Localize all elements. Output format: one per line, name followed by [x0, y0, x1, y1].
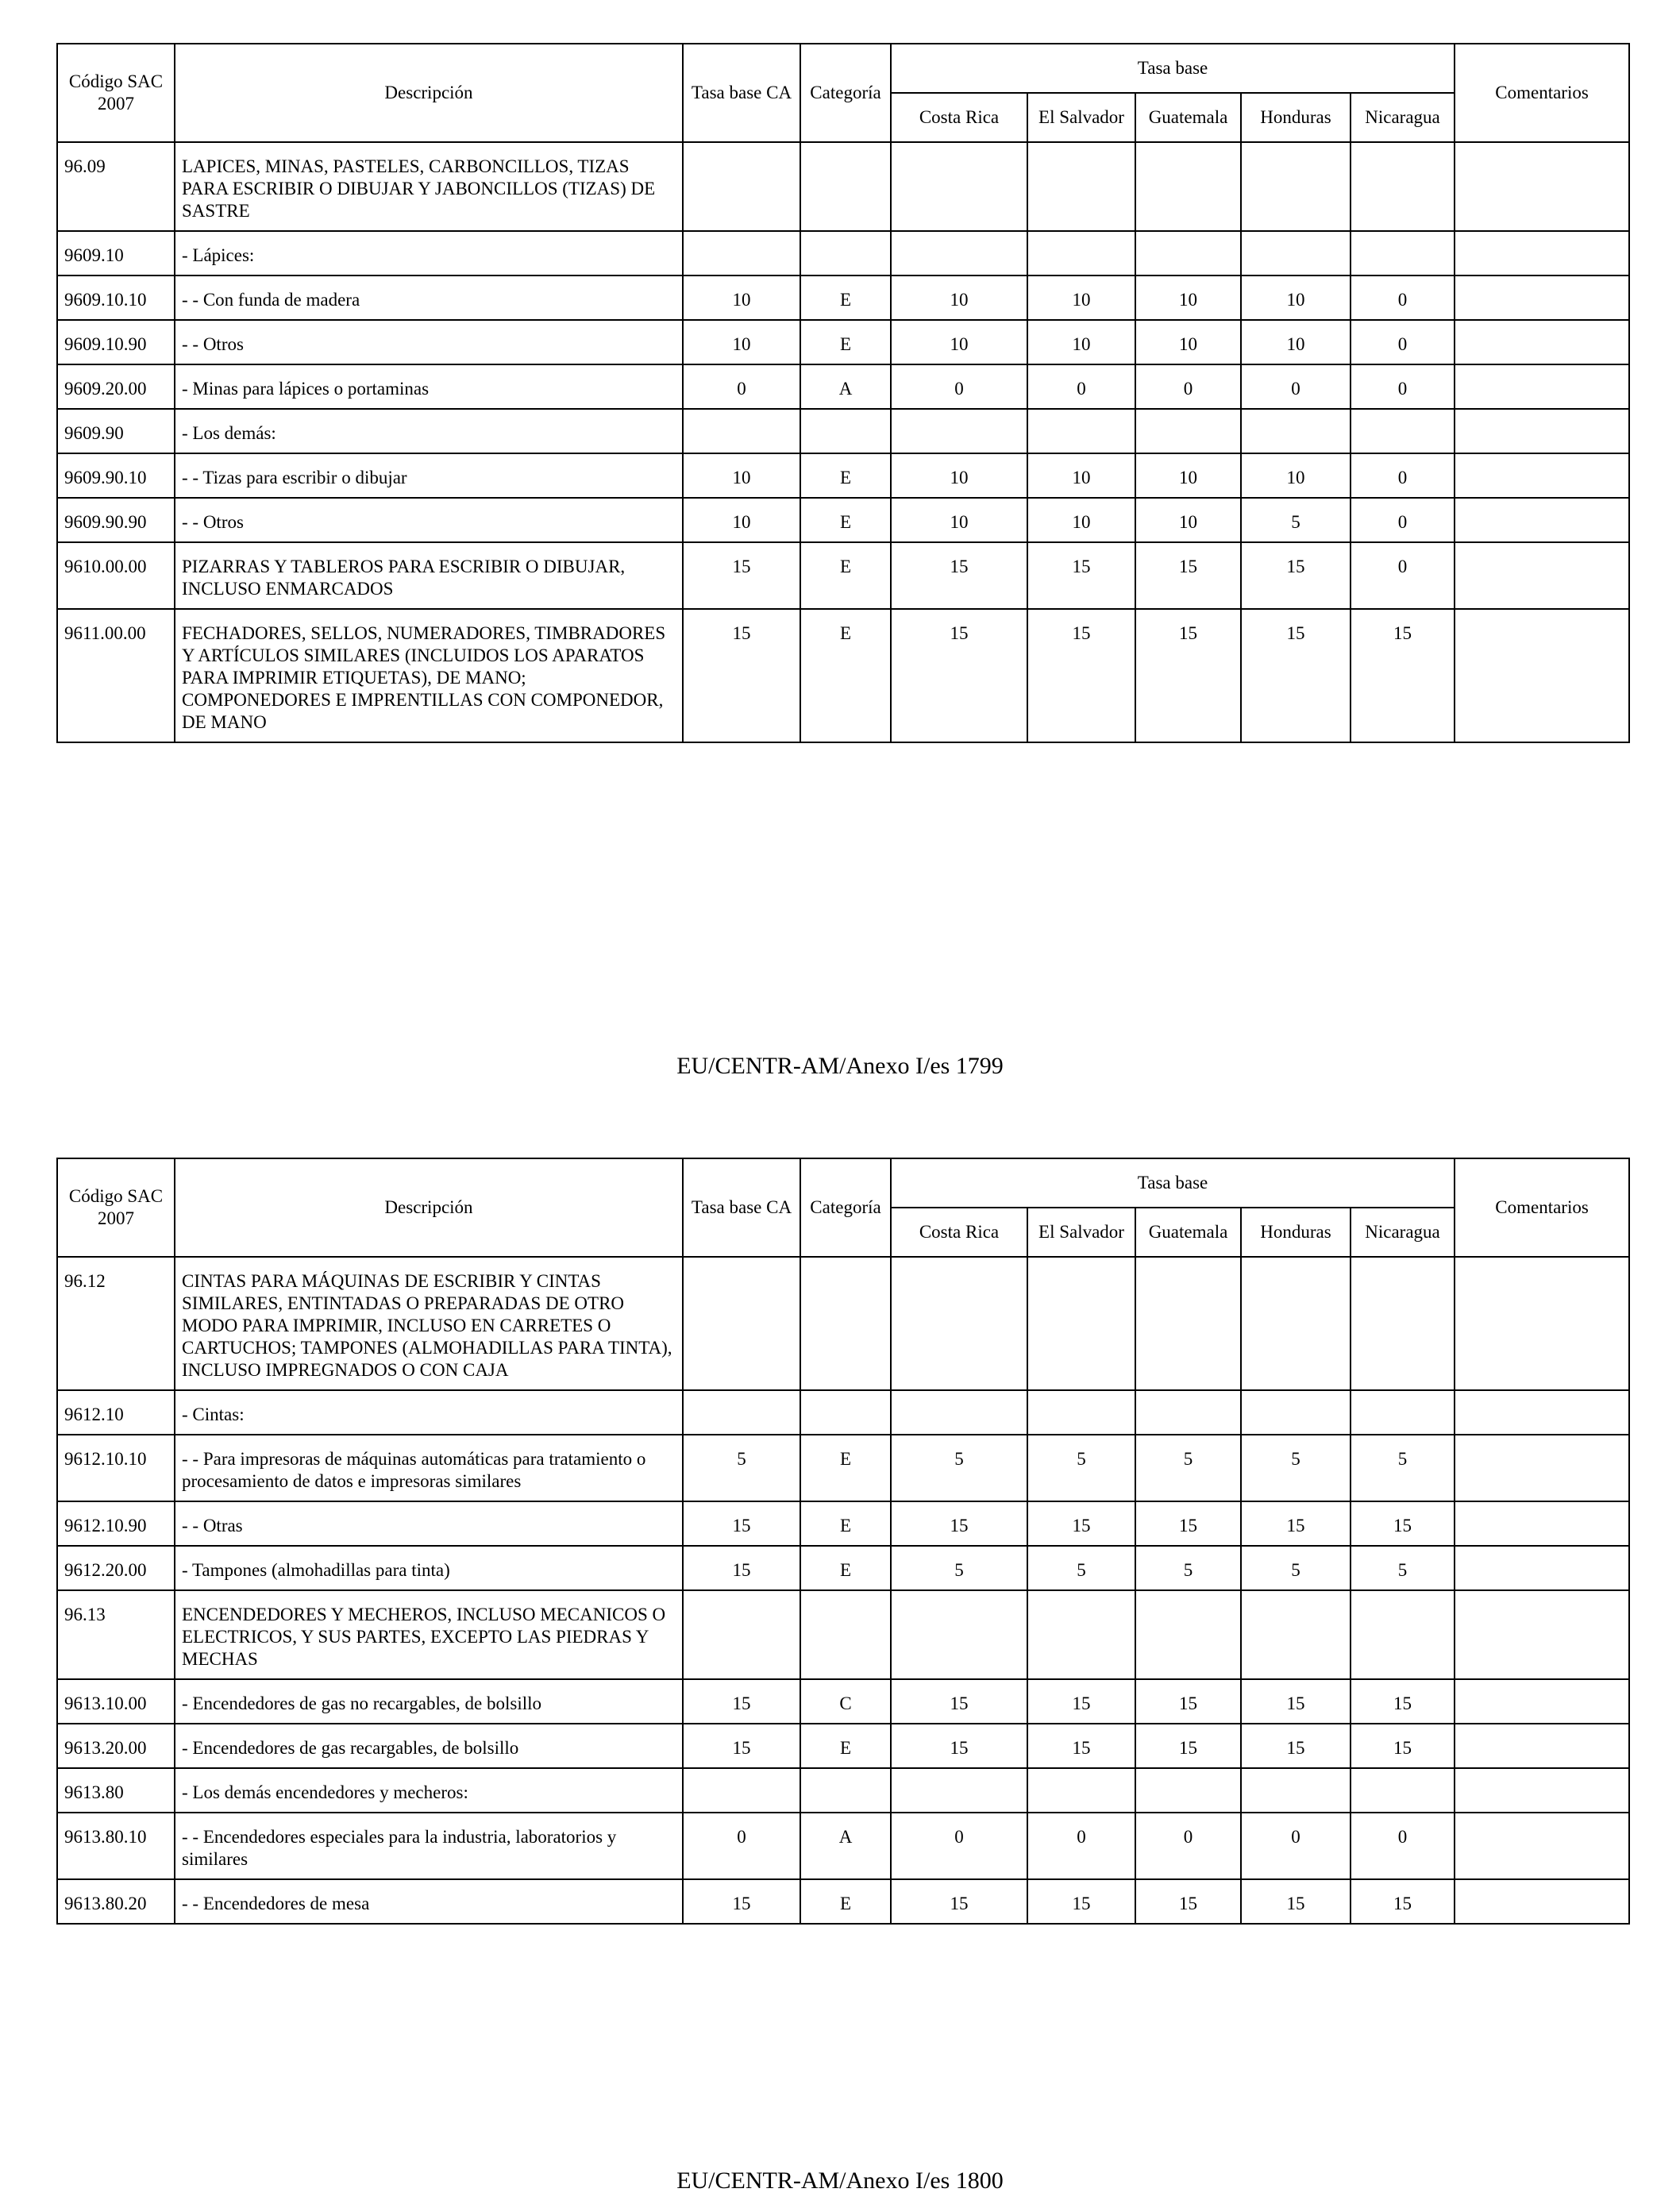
cell-description: CINTAS PARA MÁQUINAS DE ESCRIBIR Y CINTAS SIMILARES, ENTINTADAS O PREPARADAS DE OTRO MODO PARA IMPRIMIR, INCLUSO EN CARRETES O CARTUCHOS; TAMPONES (ALMOHADILLAS PARA TINTA), INCLUSO IMPREGNADOS O CON CAJA — [175, 1257, 683, 1390]
header-comentarios: Comentarios — [1455, 1158, 1629, 1257]
cell-el-salvador: 0 — [1027, 364, 1135, 409]
cell-costa-rica: 10 — [891, 276, 1027, 320]
cell-nicaragua: 5 — [1351, 1546, 1455, 1590]
cell-costa-rica: 10 — [891, 320, 1027, 364]
cell-comentarios — [1455, 1813, 1629, 1879]
cell-description: - Encendedores de gas no recargables, de bolsillo — [175, 1679, 683, 1724]
cell-tasa-base-ca: 10 — [683, 320, 800, 364]
cell-code: 96.09 — [57, 142, 175, 231]
cell-description: - Cintas: — [175, 1390, 683, 1435]
header-tasa-base-ca: Tasa base CA — [683, 1158, 800, 1257]
table-row — [57, 1879, 1629, 1924]
cell-categoria: E — [800, 542, 891, 609]
cell-categoria: E — [800, 1724, 891, 1768]
table-row — [57, 276, 1629, 320]
cell-el-salvador: 15 — [1027, 1501, 1135, 1546]
cell-el-salvador: 15 — [1027, 1879, 1135, 1924]
cell-costa-rica: 15 — [891, 542, 1027, 609]
cell-guatemala — [1135, 1590, 1241, 1679]
cell-honduras — [1241, 409, 1351, 453]
cell-categoria: A — [800, 1813, 891, 1879]
tariff-table — [56, 43, 1630, 743]
cell-categoria: C — [800, 1679, 891, 1724]
cell-description: - Los demás: — [175, 409, 683, 453]
cell-comentarios — [1455, 364, 1629, 409]
cell-tasa-base-ca: 15 — [683, 1501, 800, 1546]
cell-guatemala: 15 — [1135, 1724, 1241, 1768]
cell-honduras — [1241, 1590, 1351, 1679]
cell-honduras: 15 — [1241, 1679, 1351, 1724]
cell-guatemala: 15 — [1135, 542, 1241, 609]
cell-nicaragua: 15 — [1351, 1724, 1455, 1768]
header-tasa-base-ca: Tasa base CA — [683, 44, 800, 142]
cell-tasa-base-ca: 10 — [683, 498, 800, 542]
cell-code: 9609.10.10 — [57, 276, 175, 320]
cell-guatemala: 15 — [1135, 1501, 1241, 1546]
cell-costa-rica: 5 — [891, 1435, 1027, 1501]
cell-description: - Los demás encendedores y mecheros: — [175, 1768, 683, 1813]
cell-el-salvador: 10 — [1027, 276, 1135, 320]
table-row — [57, 453, 1629, 498]
header-tasa-base: Tasa base — [891, 1158, 1455, 1208]
cell-guatemala — [1135, 1390, 1241, 1435]
cell-honduras — [1241, 142, 1351, 231]
cell-comentarios — [1455, 1257, 1629, 1390]
header-costa-rica: Costa Rica — [891, 1208, 1027, 1257]
header-categoria: Categoría — [800, 44, 891, 142]
cell-description: - - Otros — [175, 498, 683, 542]
cell-code: 9612.20.00 — [57, 1546, 175, 1590]
tariff-table — [56, 1158, 1630, 1925]
cell-guatemala: 15 — [1135, 1879, 1241, 1924]
table-row — [57, 1501, 1629, 1546]
cell-honduras: 15 — [1241, 542, 1351, 609]
cell-tasa-base-ca: 5 — [683, 1435, 800, 1501]
cell-el-salvador — [1027, 1590, 1135, 1679]
header-guatemala: Guatemala — [1135, 93, 1241, 142]
cell-categoria: E — [800, 320, 891, 364]
cell-costa-rica — [891, 1590, 1027, 1679]
cell-costa-rica: 15 — [891, 1501, 1027, 1546]
cell-comentarios — [1455, 453, 1629, 498]
header-guatemala: Guatemala — [1135, 1208, 1241, 1257]
cell-comentarios — [1455, 1879, 1629, 1924]
cell-costa-rica — [891, 1257, 1027, 1390]
table-row — [57, 1590, 1629, 1679]
cell-el-salvador — [1027, 142, 1135, 231]
cell-code: 9609.10.90 — [57, 320, 175, 364]
cell-el-salvador — [1027, 1257, 1135, 1390]
cell-honduras: 0 — [1241, 364, 1351, 409]
cell-comentarios — [1455, 498, 1629, 542]
cell-tasa-base-ca: 15 — [683, 1724, 800, 1768]
cell-categoria: E — [800, 453, 891, 498]
table-row — [57, 1724, 1629, 1768]
cell-categoria: E — [800, 276, 891, 320]
cell-tasa-base-ca: 15 — [683, 542, 800, 609]
cell-honduras: 15 — [1241, 609, 1351, 742]
cell-code: 9609.90.90 — [57, 498, 175, 542]
cell-nicaragua: 15 — [1351, 609, 1455, 742]
header-categoria: Categoría — [800, 1158, 891, 1257]
cell-comentarios — [1455, 1768, 1629, 1813]
cell-tasa-base-ca — [683, 409, 800, 453]
cell-el-salvador: 15 — [1027, 1724, 1135, 1768]
cell-guatemala: 10 — [1135, 498, 1241, 542]
cell-code: 9612.10 — [57, 1390, 175, 1435]
header-costa-rica: Costa Rica — [891, 93, 1027, 142]
cell-tasa-base-ca: 15 — [683, 1679, 800, 1724]
cell-guatemala: 5 — [1135, 1546, 1241, 1590]
cell-el-salvador — [1027, 1390, 1135, 1435]
cell-nicaragua: 0 — [1351, 453, 1455, 498]
cell-nicaragua: 0 — [1351, 364, 1455, 409]
cell-code: 9613.20.00 — [57, 1724, 175, 1768]
cell-tasa-base-ca: 15 — [683, 1546, 800, 1590]
cell-code: 9609.90 — [57, 409, 175, 453]
cell-tasa-base-ca — [683, 1390, 800, 1435]
cell-costa-rica — [891, 142, 1027, 231]
cell-code: 9610.00.00 — [57, 542, 175, 609]
cell-guatemala: 15 — [1135, 1679, 1241, 1724]
table-row — [57, 231, 1629, 276]
header-honduras: Honduras — [1241, 1208, 1351, 1257]
cell-comentarios — [1455, 542, 1629, 609]
cell-comentarios — [1455, 1546, 1629, 1590]
cell-code: 9609.20.00 — [57, 364, 175, 409]
cell-honduras — [1241, 231, 1351, 276]
cell-guatemala: 5 — [1135, 1435, 1241, 1501]
cell-comentarios — [1455, 142, 1629, 231]
cell-tasa-base-ca — [683, 231, 800, 276]
cell-costa-rica — [891, 1768, 1027, 1813]
header-tasa-base: Tasa base — [891, 44, 1455, 93]
table-row — [57, 364, 1629, 409]
cell-description: - Minas para lápices o portaminas — [175, 364, 683, 409]
cell-tasa-base-ca: 10 — [683, 453, 800, 498]
cell-categoria — [800, 1768, 891, 1813]
cell-categoria: E — [800, 609, 891, 742]
cell-comentarios — [1455, 1724, 1629, 1768]
cell-guatemala: 15 — [1135, 609, 1241, 742]
header-description: Descripción — [175, 44, 683, 142]
cell-description: LAPICES, MINAS, PASTELES, CARBONCILLOS, TIZAS PARA ESCRIBIR O DIBUJAR Y JABONCILLOS (TIZAS) DE SASTRE — [175, 142, 683, 231]
page-footer: EU/CENTR-AM/Anexo I/es 1799 — [676, 1053, 1004, 1079]
cell-comentarios — [1455, 1679, 1629, 1724]
cell-guatemala — [1135, 409, 1241, 453]
cell-code: 9612.10.10 — [57, 1435, 175, 1501]
cell-honduras: 15 — [1241, 1879, 1351, 1924]
cell-guatemala: 0 — [1135, 364, 1241, 409]
cell-costa-rica — [891, 409, 1027, 453]
cell-tasa-base-ca — [683, 1590, 800, 1679]
cell-honduras: 10 — [1241, 276, 1351, 320]
cell-description: - - Encendedores especiales para la industria, laboratorios y similares — [175, 1813, 683, 1879]
cell-nicaragua: 15 — [1351, 1501, 1455, 1546]
table-row — [57, 1768, 1629, 1813]
cell-el-salvador: 15 — [1027, 1679, 1135, 1724]
cell-nicaragua — [1351, 1590, 1455, 1679]
cell-categoria — [800, 142, 891, 231]
cell-nicaragua: 0 — [1351, 1813, 1455, 1879]
page-footer: EU/CENTR-AM/Anexo I/es 1800 — [676, 2167, 1004, 2194]
cell-el-salvador — [1027, 231, 1135, 276]
cell-tasa-base-ca: 0 — [683, 1813, 800, 1879]
cell-honduras: 15 — [1241, 1501, 1351, 1546]
cell-categoria: E — [800, 1879, 891, 1924]
cell-nicaragua — [1351, 1390, 1455, 1435]
header-code: Código SAC 2007 — [57, 1158, 175, 1257]
header-el-salvador: El Salvador — [1027, 1208, 1135, 1257]
cell-honduras — [1241, 1390, 1351, 1435]
cell-tasa-base-ca: 0 — [683, 364, 800, 409]
cell-costa-rica: 5 — [891, 1546, 1027, 1590]
cell-nicaragua: 0 — [1351, 498, 1455, 542]
table-row — [57, 1813, 1629, 1879]
cell-costa-rica — [891, 231, 1027, 276]
cell-honduras: 0 — [1241, 1813, 1351, 1879]
cell-comentarios — [1455, 320, 1629, 364]
cell-categoria: E — [800, 1546, 891, 1590]
cell-comentarios — [1455, 231, 1629, 276]
cell-honduras: 10 — [1241, 453, 1351, 498]
cell-description: PIZARRAS Y TABLEROS PARA ESCRIBIR O DIBUJAR, INCLUSO ENMARCADOS — [175, 542, 683, 609]
table-row — [57, 409, 1629, 453]
table-row — [57, 1390, 1629, 1435]
cell-el-salvador: 10 — [1027, 453, 1135, 498]
cell-categoria — [800, 409, 891, 453]
table-row — [57, 1435, 1629, 1501]
cell-code: 96.13 — [57, 1590, 175, 1679]
header-comentarios: Comentarios — [1455, 44, 1629, 142]
cell-costa-rica: 15 — [891, 1679, 1027, 1724]
cell-tasa-base-ca: 15 — [683, 609, 800, 742]
cell-guatemala: 10 — [1135, 276, 1241, 320]
cell-categoria — [800, 1390, 891, 1435]
cell-el-salvador: 5 — [1027, 1546, 1135, 1590]
table-row — [57, 142, 1629, 231]
cell-description: - - Otras — [175, 1501, 683, 1546]
cell-nicaragua: 15 — [1351, 1679, 1455, 1724]
cell-code: 9613.10.00 — [57, 1679, 175, 1724]
cell-honduras: 10 — [1241, 320, 1351, 364]
cell-costa-rica: 15 — [891, 609, 1027, 742]
cell-comentarios — [1455, 276, 1629, 320]
cell-el-salvador: 10 — [1027, 320, 1135, 364]
cell-code: 9613.80.10 — [57, 1813, 175, 1879]
cell-comentarios — [1455, 409, 1629, 453]
cell-costa-rica — [891, 1390, 1027, 1435]
header-nicaragua: Nicaragua — [1351, 1208, 1455, 1257]
cell-categoria — [800, 1257, 891, 1390]
cell-el-salvador — [1027, 409, 1135, 453]
cell-honduras — [1241, 1257, 1351, 1390]
cell-categoria — [800, 1590, 891, 1679]
table-row — [57, 609, 1629, 742]
cell-honduras: 5 — [1241, 1435, 1351, 1501]
cell-description: - - Encendedores de mesa — [175, 1879, 683, 1924]
table-body — [57, 142, 1629, 742]
cell-honduras: 15 — [1241, 1724, 1351, 1768]
cell-tasa-base-ca — [683, 142, 800, 231]
cell-el-salvador: 15 — [1027, 609, 1135, 742]
cell-nicaragua: 0 — [1351, 542, 1455, 609]
cell-el-salvador: 10 — [1027, 498, 1135, 542]
cell-guatemala — [1135, 231, 1241, 276]
cell-tasa-base-ca: 15 — [683, 1879, 800, 1924]
cell-el-salvador: 5 — [1027, 1435, 1135, 1501]
cell-guatemala: 10 — [1135, 320, 1241, 364]
cell-categoria: E — [800, 1501, 891, 1546]
header-nicaragua: Nicaragua — [1351, 93, 1455, 142]
cell-costa-rica: 15 — [891, 1724, 1027, 1768]
cell-tasa-base-ca — [683, 1257, 800, 1390]
cell-guatemala — [1135, 1768, 1241, 1813]
cell-code: 96.12 — [57, 1257, 175, 1390]
cell-code: 9609.10 — [57, 231, 175, 276]
cell-description: - - Tizas para escribir o dibujar — [175, 453, 683, 498]
header-description: Descripción — [175, 1158, 683, 1257]
cell-tasa-base-ca: 10 — [683, 276, 800, 320]
cell-comentarios — [1455, 1390, 1629, 1435]
table-row — [57, 320, 1629, 364]
table-body — [57, 1257, 1629, 1924]
cell-description: - Tampones (almohadillas para tinta) — [175, 1546, 683, 1590]
cell-nicaragua: 5 — [1351, 1435, 1455, 1501]
cell-categoria: E — [800, 498, 891, 542]
table-header — [57, 44, 1629, 142]
cell-description: - Lápices: — [175, 231, 683, 276]
cell-costa-rica: 10 — [891, 498, 1027, 542]
cell-nicaragua: 15 — [1351, 1879, 1455, 1924]
table-row — [57, 542, 1629, 609]
cell-costa-rica: 15 — [891, 1879, 1027, 1924]
cell-description: ENCENDEDORES Y MECHEROS, INCLUSO MECANICOS O ELECTRICOS, Y SUS PARTES, EXCEPTO LAS PIEDRAS Y MECHAS — [175, 1590, 683, 1679]
cell-tasa-base-ca — [683, 1768, 800, 1813]
cell-description: - Encendedores de gas recargables, de bolsillo — [175, 1724, 683, 1768]
table-row — [57, 1679, 1629, 1724]
cell-description: - - Para impresoras de máquinas automáticas para tratamiento o procesamiento de datos e impresoras similares — [175, 1435, 683, 1501]
cell-honduras: 5 — [1241, 1546, 1351, 1590]
cell-nicaragua: 0 — [1351, 276, 1455, 320]
cell-honduras: 5 — [1241, 498, 1351, 542]
cell-nicaragua — [1351, 1257, 1455, 1390]
cell-categoria: A — [800, 364, 891, 409]
cell-el-salvador — [1027, 1768, 1135, 1813]
header-honduras: Honduras — [1241, 93, 1351, 142]
cell-categoria: E — [800, 1435, 891, 1501]
cell-costa-rica: 10 — [891, 453, 1027, 498]
cell-nicaragua — [1351, 1768, 1455, 1813]
cell-comentarios — [1455, 609, 1629, 742]
table-row — [57, 498, 1629, 542]
cell-guatemala — [1135, 1257, 1241, 1390]
cell-categoria — [800, 231, 891, 276]
cell-el-salvador: 15 — [1027, 542, 1135, 609]
header-code: Código SAC 2007 — [57, 44, 175, 142]
cell-nicaragua — [1351, 142, 1455, 231]
cell-code: 9613.80 — [57, 1768, 175, 1813]
cell-costa-rica: 0 — [891, 364, 1027, 409]
cell-guatemala — [1135, 142, 1241, 231]
cell-costa-rica: 0 — [891, 1813, 1027, 1879]
table-row — [57, 1546, 1629, 1590]
cell-code: 9612.10.90 — [57, 1501, 175, 1546]
cell-nicaragua — [1351, 409, 1455, 453]
cell-comentarios — [1455, 1501, 1629, 1546]
cell-el-salvador: 0 — [1027, 1813, 1135, 1879]
cell-code: 9609.90.10 — [57, 453, 175, 498]
cell-description: - - Con funda de madera — [175, 276, 683, 320]
cell-comentarios — [1455, 1590, 1629, 1679]
table-header — [57, 1158, 1629, 1257]
cell-description: - - Otros — [175, 320, 683, 364]
table-row — [57, 1257, 1629, 1390]
cell-nicaragua: 0 — [1351, 320, 1455, 364]
cell-description: FECHADORES, SELLOS, NUMERADORES, TIMBRADORES Y ARTÍCULOS SIMILARES (INCLUIDOS LOS APARATOS PARA IMPRIMIR ETIQUETAS), DE MANO; COMPONEDORES E IMPRENTILLAS CON COMPONEDOR, DE MANO — [175, 609, 683, 742]
cell-guatemala: 0 — [1135, 1813, 1241, 1879]
header-el-salvador: El Salvador — [1027, 93, 1135, 142]
cell-nicaragua — [1351, 231, 1455, 276]
cell-code: 9613.80.20 — [57, 1879, 175, 1924]
cell-comentarios — [1455, 1435, 1629, 1501]
cell-honduras — [1241, 1768, 1351, 1813]
cell-code: 9611.00.00 — [57, 609, 175, 742]
cell-guatemala: 10 — [1135, 453, 1241, 498]
